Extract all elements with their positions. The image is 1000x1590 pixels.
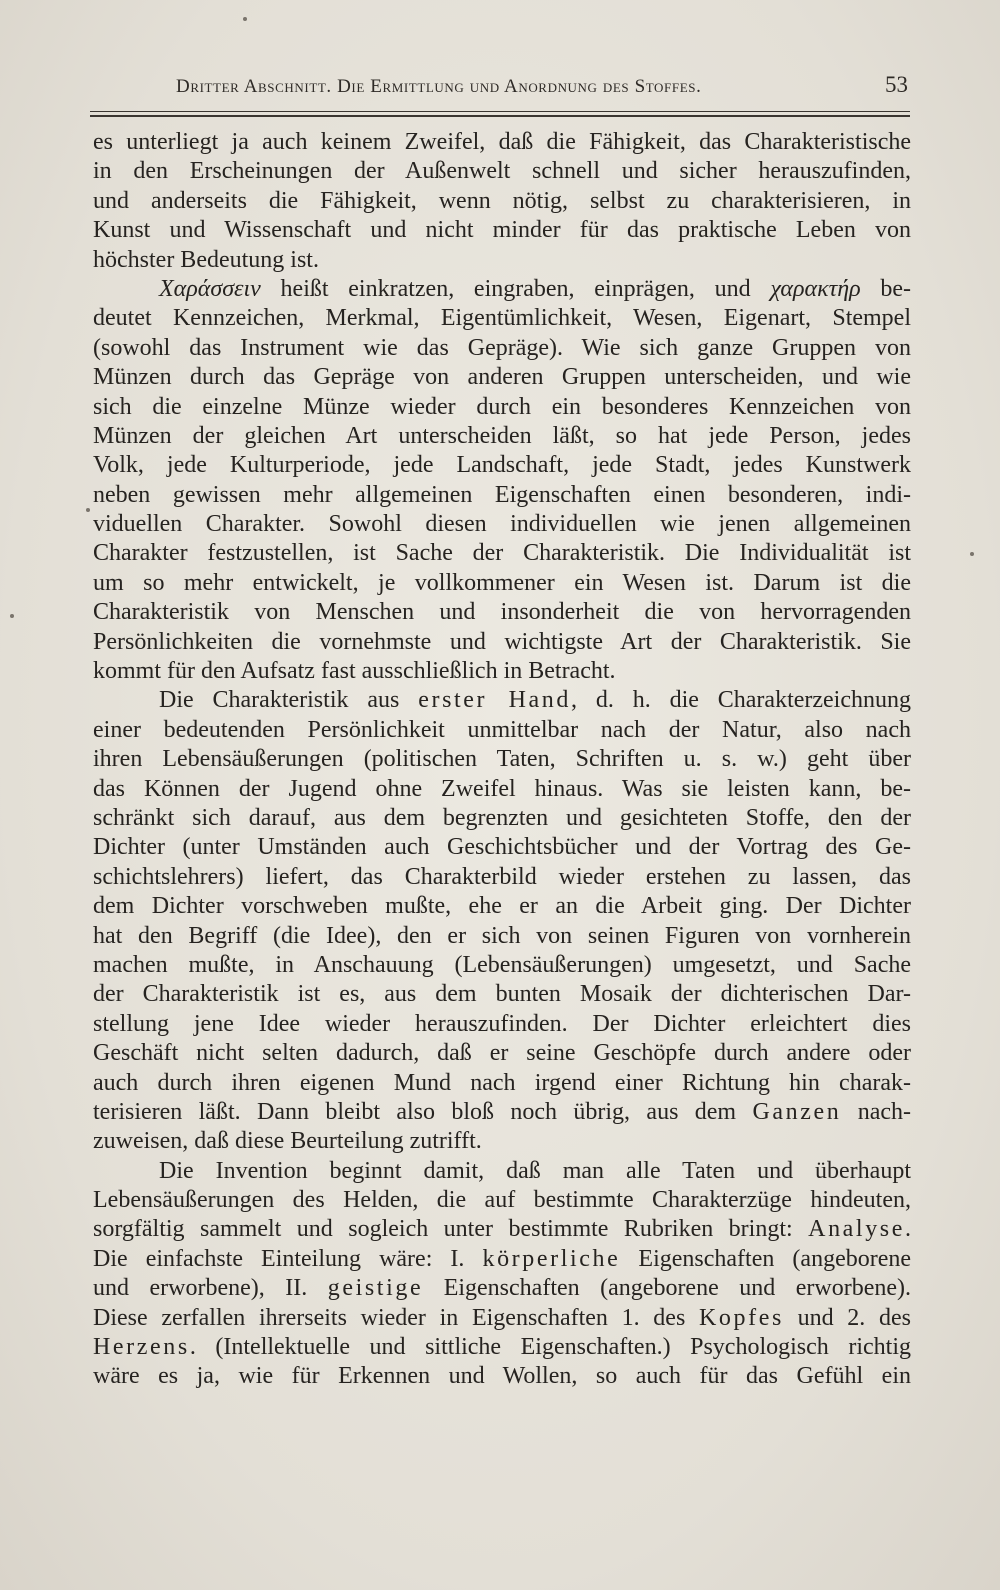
- paper-speck: [10, 614, 14, 618]
- text-line: (sowohl das Instrument wie das Gepräge). Wie sich ganze Gruppen von: [93, 334, 911, 361]
- text-line: stellung jene Idee wieder herauszufinden. Der Dichter erleichtert dies: [93, 1010, 911, 1037]
- text-segment: und 2. des: [783, 1304, 911, 1331]
- text-segment: be-: [860, 275, 911, 302]
- text-segment: Eigenschaften (angeborene und erworbene).: [423, 1275, 911, 1302]
- text-line: [93, 1215, 911, 1244]
- text-line: [93, 1245, 911, 1274]
- text-segment: und erworbene), II.: [93, 1275, 328, 1302]
- text-segment: Eigenschaften (angeborene: [620, 1245, 912, 1272]
- text-line: Geschäft nicht selten dadurch, daß er seine Geschöpfe durch andere oder: [93, 1040, 911, 1067]
- text-line: Lebensäußerungen des Helden, die auf bestimmte Charakterzüge hindeuten,: [93, 1187, 911, 1214]
- text-segment: nach-: [841, 1098, 911, 1125]
- emphasis-spaced: erster Hand: [418, 687, 571, 714]
- text-line: schichtslehrers) liefert, das Charakterbild wieder erstehen zu lassen, das: [93, 863, 911, 890]
- text-line: Charakteristik von Menschen und insonderheit die von hervorragenden: [93, 599, 911, 626]
- text-line: Volk, jede Kulturperiode, jede Landschaft, jede Stadt, jedes Kunstwerk: [93, 452, 911, 479]
- text-line: Die Invention beginnt damit, daß man alle Taten und überhaupt: [159, 1157, 911, 1184]
- text-segment: , d. h. die Charakterzeichnung: [570, 687, 911, 714]
- body-text: [93, 128, 911, 1392]
- text-line: um so mehr entwickelt, je vollkommener ein Wesen ist. Darum ist die: [93, 569, 911, 596]
- text-line: viduellen Charakter. Sowohl diesen individuellen wie jenen allgemeinen: [93, 511, 911, 538]
- text-segment: Diese zerfallen ihrerseits wieder in Eigenschaften 1. des: [93, 1304, 699, 1331]
- text-line: auch durch ihren eigenen Mund nach irgend einer Richtung hin charak-: [93, 1069, 911, 1096]
- page-number: 53: [885, 72, 908, 97]
- text-segment: heißt einkratzen, eingraben, einprägen, und: [260, 275, 771, 302]
- text-line: [93, 1304, 911, 1333]
- text-line: Charakter festzustellen, ist Sache der Charakteristik. Die Individualität ist: [93, 540, 911, 567]
- text-segment: sorgfältig sammelt und sogleich unter bestimmte Rubriken bringt:: [93, 1216, 809, 1243]
- header-rule-thin: [90, 111, 910, 112]
- text-segment: .: [905, 1216, 911, 1243]
- text-line: dem Dichter vorschweben mußte, ehe er an die Arbeit ging. Der Dichter: [93, 893, 911, 920]
- page-header: [168, 68, 908, 102]
- text-line: in den Erscheinungen der Außenwelt schnell und sicher herauszufinden,: [93, 158, 911, 185]
- greek-word: χαρακτήρ: [770, 275, 861, 302]
- text-line: machen mußte, in Anschauung (Lebensäußerungen) umgesetzt, und Sache: [93, 951, 911, 978]
- text-line: Dichter (unter Umständen auch Geschichtsbücher und der Vortrag des Ge-: [93, 834, 911, 861]
- text-line: [93, 1098, 911, 1127]
- text-line: [93, 1274, 911, 1303]
- emphasis-spaced: geistige: [327, 1275, 424, 1302]
- text-line: ihren Lebensäußerungen (politischen Taten, Schriften u. s. w.) geht über: [93, 746, 911, 773]
- text-line: einer bedeutenden Persönlichkeit unmittelbar nach der Natur, also nach: [93, 716, 911, 743]
- emphasis-spaced: Kopfes: [699, 1304, 784, 1331]
- text-line: neben gewissen mehr allgemeinen Eigenschaften einen besonderen, indi-: [93, 481, 911, 508]
- paper-speck: [243, 17, 247, 21]
- text-line: schränkt sich darauf, aus dem begrenzten und gesichteten Stoffe, den der: [93, 804, 911, 831]
- text-segment: . (Intellektuelle und sittliche Eigenschaften.) Psychologisch richtig: [189, 1334, 911, 1361]
- text-line: [93, 686, 911, 715]
- text-segment: Die Charakteristik aus: [159, 687, 419, 714]
- text-segment: terisieren läßt. Dann bleibt also bloß noch übrig, aus dem: [93, 1098, 753, 1125]
- text-line: höchster Bedeutung ist.: [93, 246, 319, 273]
- text-line: es unterliegt ja auch keinem Zweifel, daß die Fähigkeit, das Charakteristische: [93, 129, 911, 155]
- text-line: [93, 1333, 911, 1362]
- text-line: der Charakteristik ist es, aus dem bunten Mosaik der dichterischen Dar-: [93, 981, 911, 1008]
- emphasis-spaced: Ganzen: [752, 1098, 842, 1125]
- text-line: hat den Begriff (die Idee), den er sich von seinen Figuren von vornherein: [93, 922, 911, 949]
- text-line: wäre es ja, wie für Erkennen und Wollen, so auch für das Gefühl ein: [93, 1363, 911, 1390]
- text-line: zuweisen, daß diese Beurteilung zutrifft.: [93, 1128, 482, 1155]
- text-line: und anderseits die Fähigkeit, wenn nötig, selbst zu charakterisieren, in: [93, 187, 911, 214]
- emphasis-spaced: körperliche: [482, 1245, 621, 1272]
- text-line: kommt für den Aufsatz fast ausschließlich in Betracht.: [93, 658, 616, 685]
- text-line: [93, 275, 911, 304]
- text-line: Persönlichkeiten die vornehmste und wichtigste Art der Charakteristik. Sie: [93, 628, 911, 655]
- text-line: Münzen durch das Gepräge von anderen Gruppen unterscheiden, und wie: [93, 364, 911, 391]
- text-segment: Die einfachste Einteilung wäre: I.: [93, 1245, 483, 1272]
- text-line: Kunst und Wissenschaft und nicht minder für das praktische Leben von: [93, 217, 911, 244]
- text-line: sich die einzelne Münze wieder durch ein besonderes Kennzeichen von: [93, 393, 911, 420]
- emphasis-spaced: Herzens: [93, 1334, 190, 1361]
- text-line: das Können der Jugend ohne Zweifel hinaus. Was sie leisten kann, be-: [93, 775, 911, 802]
- text-line: Münzen der gleichen Art unterscheiden läßt, so hat jede Person, jedes: [93, 422, 911, 449]
- text-line: deutet Kennzeichen, Merkmal, Eigentümlichkeit, Wesen, Eigenart, Stempel: [93, 305, 911, 332]
- header-rule-thick: [90, 115, 910, 117]
- greek-word: Χαράσσειν: [159, 275, 261, 302]
- emphasis-spaced: Analyse: [808, 1216, 905, 1243]
- paper-speck: [86, 508, 90, 512]
- paper-speck: [970, 552, 974, 556]
- running-head: Dritter Abschnitt. Die Ermittlung und Anordnung des Stoffes.: [176, 76, 702, 97]
